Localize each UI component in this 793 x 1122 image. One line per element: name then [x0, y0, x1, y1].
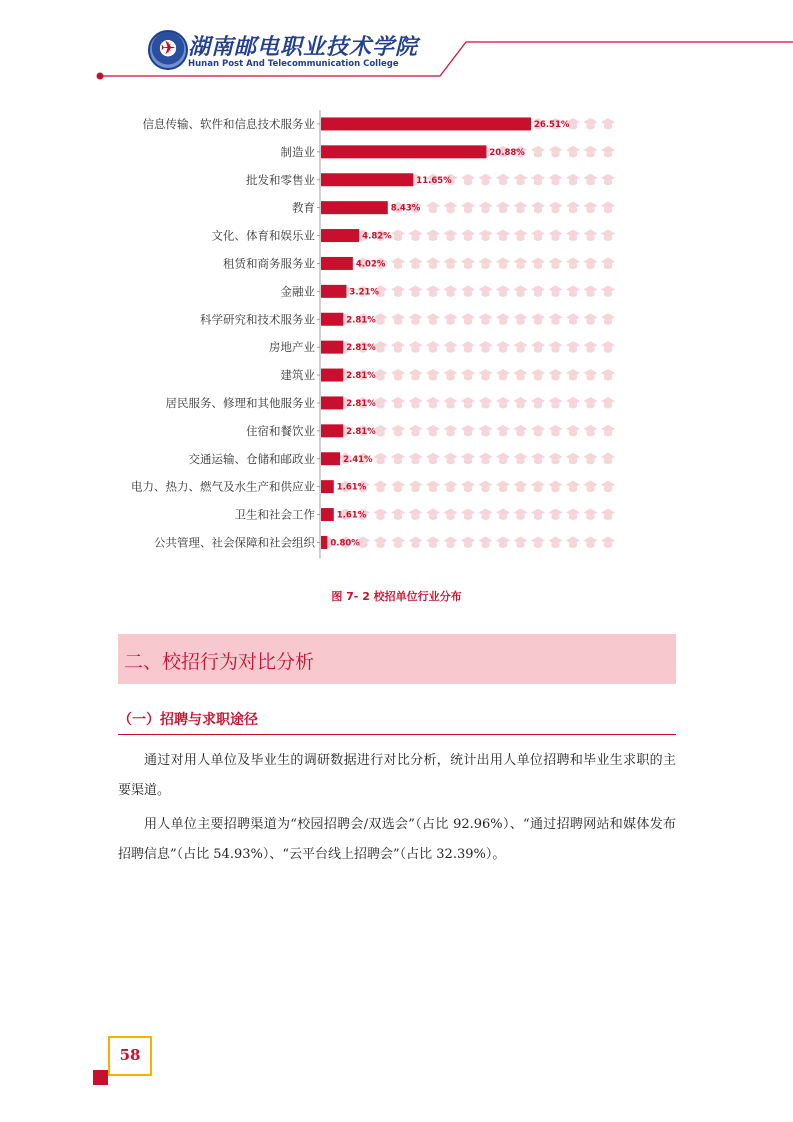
college-emblem-icon: ✈ — [148, 30, 188, 70]
bar — [321, 229, 359, 242]
graduation-cap-icon-row — [321, 536, 615, 548]
category-label: 卫生和社会工作 — [234, 507, 315, 522]
bar — [321, 285, 346, 298]
value-label: 2.81% — [346, 315, 376, 326]
category-label: 电力、热力、燃气及水生产和供应业 — [131, 479, 315, 494]
value-label: 3.21% — [349, 287, 379, 298]
bar — [321, 145, 486, 158]
bar — [321, 452, 340, 465]
body-paragraph-1: 通过对用人单位及毕业生的调研数据进行对比分析，统计出用人单位招聘和毕业生求职的主要渠道。 — [118, 753, 676, 798]
category-label: 批发和零售业 — [246, 172, 315, 187]
figure-caption: 图 7- 2 校招单位行业分布 — [331, 590, 462, 603]
value-label: 4.02% — [355, 259, 386, 270]
category-label: 建筑业 — [280, 368, 315, 383]
bar — [321, 508, 334, 521]
value-label: 0.80% — [330, 538, 360, 549]
category-label: 信息传输、软件和信息技术服务业 — [142, 116, 315, 131]
page-header — [0, 0, 793, 90]
bar — [321, 257, 353, 270]
bar — [321, 341, 343, 354]
category-label: 交通运输、仓储和邮政业 — [188, 451, 315, 466]
value-label: 2.81% — [346, 398, 376, 409]
value-label: 1.61% — [336, 482, 367, 493]
category-label: 租赁和商务服务业 — [223, 256, 315, 271]
college-name-cn: 湖南邮电职业技术学院 — [188, 34, 419, 60]
subsection-title: （一）招聘与求职途径 — [118, 712, 258, 728]
bar — [321, 424, 343, 437]
bar — [321, 480, 334, 493]
category-label: 金融业 — [280, 284, 315, 299]
value-label: 4.82% — [362, 231, 392, 242]
bar — [321, 536, 327, 549]
bar-chart-svg — [0, 100, 793, 560]
category-label: 房地产业 — [269, 340, 315, 355]
subsection-underline — [118, 734, 676, 735]
section-title: 二、校招行为对比分析 — [124, 651, 315, 673]
page-number-box — [108, 1036, 152, 1076]
category-label: 居民服务、修理和其他服务业 — [165, 395, 315, 410]
value-label: 11.65% — [416, 175, 452, 186]
category-label: 公共管理、社会保障和社会组织 — [154, 535, 315, 550]
bar — [321, 313, 343, 326]
category-label: 住宿和餐饮业 — [246, 423, 315, 438]
page-corner-square — [93, 1070, 108, 1085]
industry-distribution-chart — [0, 100, 793, 560]
value-label: 8.43% — [390, 203, 421, 214]
category-label: 文化、体育和娱乐业 — [211, 228, 315, 243]
value-label: 2.81% — [346, 371, 376, 382]
body-paragraph-2: 用人单位主要招聘渠道为“校园招聘会/双选会”（占比 92.96%）、“通过招聘网站和媒体发布招聘信息”（占比 54.93%）、“云平台线上招聘会”（占比 32.39%）。 — [118, 817, 676, 862]
bar — [321, 117, 531, 130]
page-number: 58 — [119, 1046, 141, 1064]
bar — [321, 201, 388, 214]
value-label: 20.88% — [489, 147, 525, 158]
bar — [321, 173, 413, 186]
bar — [321, 369, 343, 382]
value-label: 2.81% — [346, 426, 376, 437]
category-label: 制造业 — [280, 144, 315, 159]
value-label: 1.61% — [336, 510, 367, 521]
value-label: 2.81% — [346, 343, 376, 354]
college-name-en: Hunan Post And Telecommunication College — [188, 59, 399, 69]
value-label: 26.51% — [534, 119, 570, 130]
category-label: 科学研究和技术服务业 — [200, 312, 315, 327]
value-label: 2.41% — [343, 454, 373, 465]
category-label: 教育 — [292, 200, 315, 215]
bar — [321, 396, 343, 409]
